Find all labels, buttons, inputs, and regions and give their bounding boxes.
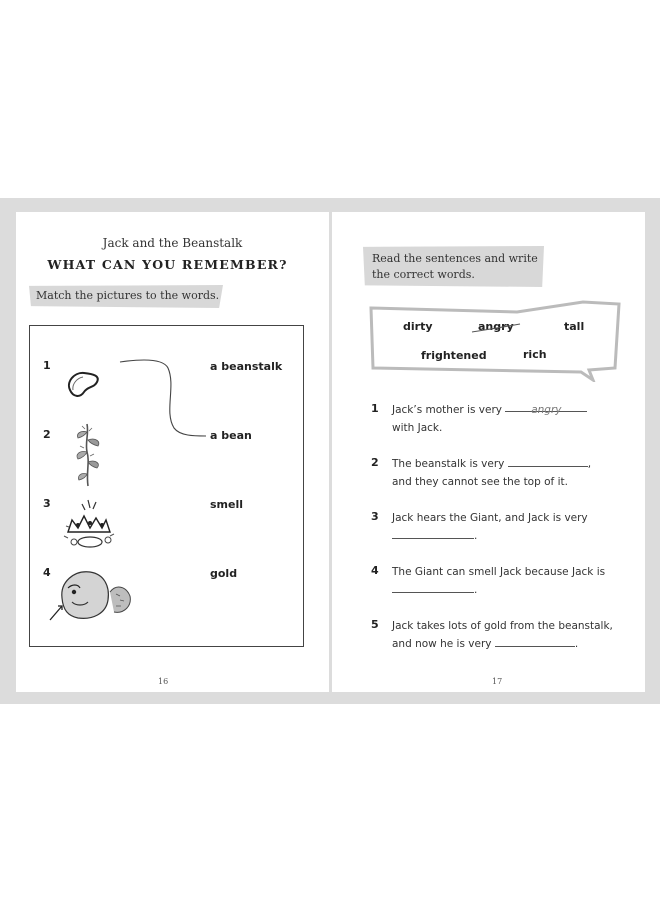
sentence-5: Jack takes lots of gold from the beanstalk, and now he is very .: [392, 620, 613, 650]
sentence-number-3: 3: [371, 510, 379, 523]
bean-icon: [64, 368, 104, 400]
page-heading: WHAT CAN YOU REMEMBER?: [47, 257, 288, 272]
right-instruction-line2: the correct words.: [372, 268, 475, 281]
answer-blank-4[interactable]: [392, 582, 474, 593]
matching-line: [118, 356, 208, 442]
match-instruction: Match the pictures to the words.: [36, 289, 220, 302]
word-box-angry: angry: [478, 320, 514, 333]
sentence-number-2: 2: [371, 456, 379, 469]
sentence-3: Jack hears the Giant, and Jack is very .: [392, 512, 588, 542]
right-instruction-line1: Read the sentences and write: [372, 252, 538, 265]
beanstalk-icon: [70, 422, 106, 488]
gold-icon: [60, 496, 120, 554]
word-box-dirty: dirty: [403, 320, 433, 333]
sentence-number-1: 1: [371, 402, 379, 415]
giant-smelling-icon: [46, 562, 138, 624]
page-number-left: 16: [158, 677, 169, 686]
match-word-2: a bean: [210, 429, 252, 442]
answer-blank-2[interactable]: [508, 456, 588, 467]
answer-blank-5[interactable]: [495, 636, 575, 647]
answer-blank-3[interactable]: [392, 528, 474, 539]
item-number-1: 1: [43, 359, 51, 372]
sentence-number-5: 5: [371, 618, 379, 631]
word-box-frightened: frightened: [421, 349, 487, 362]
answer-blank-1[interactable]: angry: [505, 401, 587, 412]
story-title: Jack and the Beanstalk: [102, 236, 243, 250]
match-word-3: smell: [210, 498, 244, 511]
match-word-1: a beanstalk: [210, 360, 283, 373]
sentence-2: The beanstalk is very , and they cannot see the top of it.: [392, 458, 592, 488]
strikethrough-mark: [470, 322, 522, 334]
item-number-4: 4: [43, 566, 51, 579]
item-number-2: 2: [43, 428, 51, 441]
word-box-rich: rich: [523, 348, 547, 361]
sentence-number-4: 4: [371, 564, 379, 577]
page-number-right: 17: [492, 677, 503, 686]
sentence-4: The Giant can smell Jack because Jack is .: [392, 566, 606, 596]
item-number-3: 3: [43, 497, 51, 510]
sentence-1: Jack’s mother is very angry with Jack.: [392, 401, 627, 437]
match-word-4: gold: [210, 567, 238, 580]
word-box: [367, 298, 623, 382]
word-box-tall: tall: [564, 320, 585, 333]
